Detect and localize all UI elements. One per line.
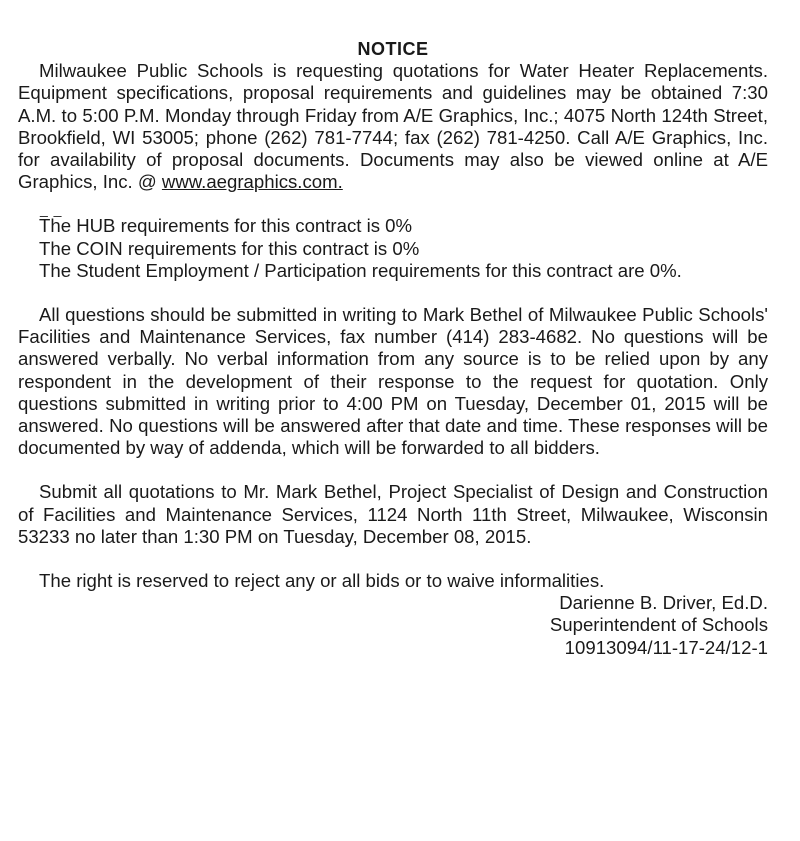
reservation-line: The right is reserved to reject any or all bids or to waive informalities. (39, 570, 605, 592)
intro-text: Milwaukee Public Schools is requesting quotations for Water Heater Replacements. Equipment specifications, proposal requirements and guidelines may be obtained 7:30 A.M. to 5:00 P.M. Monday through Friday from A/E Graphics, Inc.; 4075 North 124th Street, Brookfield, WI 53005; phone (262) 781-7744; fax (262) 781-4250. Call A/E Graphics, Inc. for availability of proposal documents. Documents may also be viewed online at A/E Graphics, Inc. @ (18, 60, 768, 193)
questions-paragraph: All questions should be submitted in writing to Mark Bethel of Milwaukee Public Schools' Facilities and Maintenance Services, fax number (414) 283-4682. No questions will be answered verbally. No verbal information from any source is to be relied upon by any respondent in the development of their response to the request for quotation. Only questions submitted in writing prior to 4:00 PM on Tuesday, December 01, 2015 will be answered. No questions will be answered after that date and time. These responses will be documented by way of addenda, which will be forwarded to all bidders. (18, 304, 768, 459)
website-link[interactable]: www.aegraphics.com. (161, 171, 343, 193)
spacer (18, 548, 768, 570)
signature-position: Superintendent of Schools (549, 614, 768, 636)
spacer (18, 459, 768, 481)
spacer (18, 282, 768, 304)
signature-name: Darienne B. Driver, Ed.D. (559, 592, 768, 614)
signature-block (18, 592, 768, 659)
intro-paragraph (18, 60, 768, 193)
hub-requirement-line: The HUB requirements for this contract is 0% (39, 215, 413, 237)
notice-title: NOTICE (357, 39, 429, 59)
signature-reference: 10913094/11-17-24/12-1 (564, 636, 768, 658)
coin-requirement-line: The COIN requirements for this contract is 0% (39, 237, 420, 259)
submission-paragraph: Submit all quotations to Mr. Mark Bethel, Project Specialist of Design and Construction of Facilities and Maintenance Services, 1124 North 11th Street, Milwaukee, Wisconsin 53233 no later than 1:30 PM on Tuesday, December 08, 2015. (18, 481, 768, 547)
dash-mark: _ _ (40, 201, 63, 218)
student-employment-requirement-line: The Student Employment / Participation requirements for this contract are 0%. (39, 259, 682, 281)
notice-document (18, 38, 768, 659)
